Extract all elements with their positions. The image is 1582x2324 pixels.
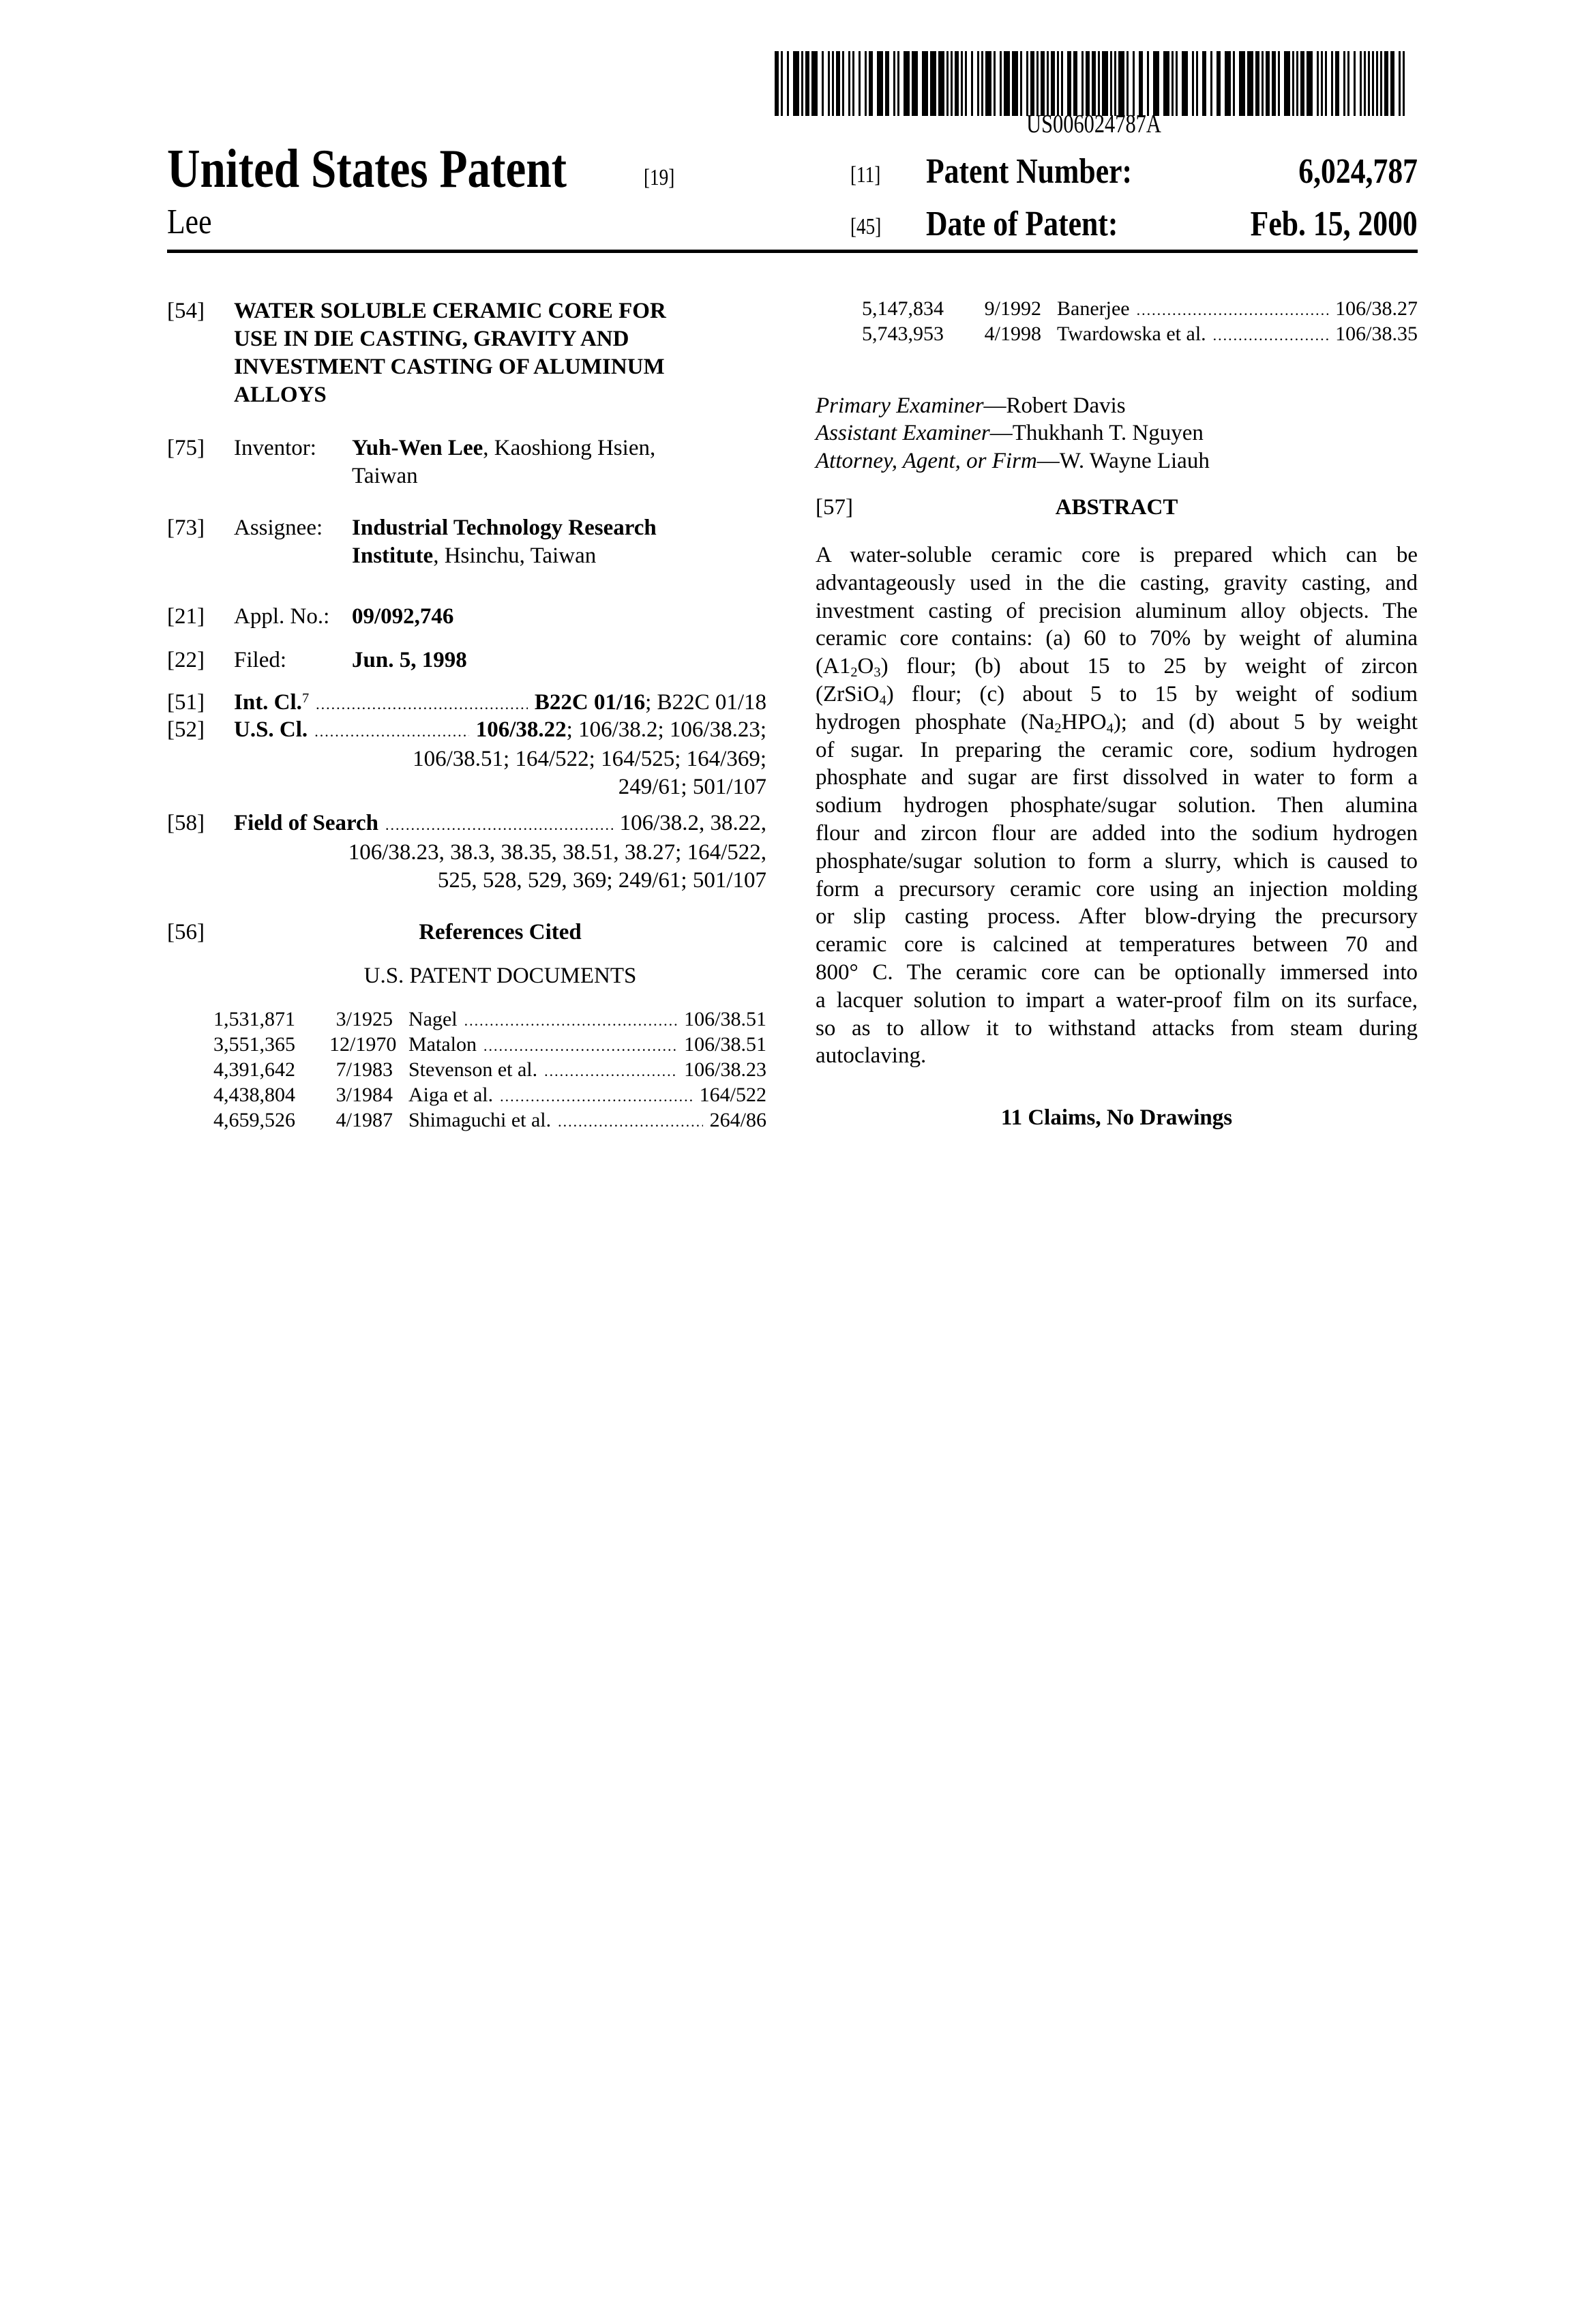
reference-name: Shimaguchi et al. (408, 1107, 551, 1133)
primary-examiner-label: Primary Examiner (816, 393, 984, 418)
barcode-bar (1360, 51, 1362, 116)
us-cl-main: 106/38.22 (476, 717, 567, 742)
barcode-bar (1026, 51, 1028, 116)
int-cl-code: [51] (167, 689, 205, 717)
barcode-bar (1118, 51, 1124, 116)
int-cl-main: B22C 01/16 (535, 690, 645, 715)
barcode-bar (836, 51, 840, 116)
filed-label: Filed: (234, 646, 286, 674)
assistant-examiner (816, 419, 1204, 447)
barcode-bar (1347, 51, 1349, 116)
inventor-label: Inventor: (234, 434, 316, 462)
barcode-bar (885, 51, 889, 116)
barcode-bar (1192, 51, 1194, 116)
abstract-line (816, 959, 1418, 987)
barcode-bar (1233, 51, 1235, 116)
inventor-country: Taiwan (352, 462, 418, 490)
abstract-line (816, 903, 1418, 931)
leader-dots (558, 1107, 703, 1133)
barcode-bar (1126, 51, 1129, 116)
references-heading: References Cited (234, 919, 766, 947)
barcode-bar (775, 51, 779, 116)
us-cl-code: [52] (167, 716, 205, 744)
date-code: [45] (850, 215, 881, 239)
abstract-text: or slip casting process. After blow-drying the precursory (816, 904, 1418, 929)
references-list-right (862, 296, 1418, 346)
barcode-bar (1217, 51, 1221, 116)
barcode-bar (1067, 51, 1071, 116)
attorney-label: Attorney, Agent, or Firm (816, 449, 1037, 473)
barcode-bar (1317, 51, 1319, 116)
title-line: WATER SOLUBLE CERAMIC CORE FOR (234, 297, 773, 325)
barcode-bar (1102, 51, 1108, 116)
assignee-name: Industrial Technology Research (352, 514, 657, 542)
references-code: [56] (167, 919, 205, 947)
barcode-bar (946, 51, 949, 116)
barcode-bar (981, 51, 983, 116)
filed-code: [22] (167, 646, 205, 674)
us-cl-value (476, 716, 766, 745)
appl-label: Appl. No.: (234, 603, 329, 631)
barcode-bar (1147, 51, 1149, 116)
leader-dots (314, 716, 469, 745)
reference-row (213, 1082, 766, 1107)
assignee-value (352, 542, 596, 570)
barcode-bar (848, 51, 850, 116)
abstract-text: 800° C. The ceramic core can be optionally immersed into (816, 960, 1418, 985)
assignee-name-cont: Institute (352, 543, 433, 568)
barcode-bar (1266, 51, 1270, 116)
abstract-text: ceramic core is calcined at temperatures between 70 and (816, 932, 1418, 957)
leader-dots (1137, 296, 1329, 321)
subscript: 3 (874, 665, 880, 680)
barcode-bar (1335, 51, 1339, 116)
barcode-bar (961, 51, 963, 116)
int-cl-label (234, 689, 309, 718)
abstract-line (816, 1042, 1418, 1070)
reference-row (862, 321, 1418, 346)
barcode-bar (1376, 51, 1378, 116)
barcode-bar (805, 51, 809, 116)
abstract-text: phosphate and sugar are first dissolved in water to form a (816, 765, 1418, 790)
assistant-examiner-name: —Thukhanh T. Nguyen (990, 421, 1204, 445)
barcode-bar (1364, 51, 1366, 116)
barcode-bar (1368, 51, 1370, 116)
reference-class: 164/522 (700, 1082, 766, 1107)
reference-row (213, 1107, 766, 1133)
reference-class: 106/38.23 (684, 1057, 766, 1082)
abstract-line (816, 681, 1418, 709)
assignee-location: , Hsinchu, Taiwan (433, 543, 596, 568)
barcode-bar (1047, 51, 1049, 116)
assistant-examiner-label: Assistant Examiner (816, 421, 990, 445)
document-title (167, 142, 567, 196)
abstract-line (816, 1015, 1418, 1043)
invention-title (234, 297, 773, 409)
reference-name: Nagel (408, 1007, 458, 1032)
abstract-line (816, 820, 1418, 848)
barcode-bar (877, 51, 883, 116)
reference-class: 106/38.51 (684, 1032, 766, 1057)
barcode-bar (971, 51, 973, 116)
barcode-bar (1354, 51, 1356, 116)
leader-dots (1213, 321, 1328, 346)
reference-name: Twardowska et al. (1057, 321, 1206, 346)
barcode-bar (904, 51, 910, 116)
us-cl-cont: 106/38.51; 164/522; 164/525; 164/369; (167, 745, 766, 773)
primary-examiner-name: —Robert Davis (984, 393, 1126, 418)
barcode-bar (811, 51, 818, 116)
subscript: 4 (880, 693, 886, 708)
inventor-code: [75] (167, 434, 205, 462)
barcode-bar (1153, 51, 1159, 116)
reference-date: 4/1998 (978, 321, 1041, 346)
reference-row (213, 1007, 766, 1032)
reference-number: 4,659,526 (213, 1107, 329, 1133)
reference-number: 1,531,871 (213, 1007, 329, 1032)
barcode-bar (1239, 51, 1245, 116)
barcode-bar (865, 51, 867, 116)
search-code: [58] (167, 809, 205, 837)
us-cl-field (167, 716, 766, 801)
search-cont: 525, 528, 529, 369; 249/61; 501/107 (167, 867, 766, 895)
references-subheading: U.S. PATENT DOCUMENTS (234, 962, 766, 990)
barcode-bar (1196, 51, 1198, 116)
barcode-bar (1098, 51, 1100, 116)
inventor-field (0, 434, 1582, 490)
date-value: Feb. 15, 2000 (1251, 207, 1418, 242)
abstract-line (816, 541, 1418, 569)
title-line: ALLOYS (234, 381, 773, 409)
abstract-line (816, 876, 1418, 904)
leader-dots (385, 809, 613, 839)
subscript: 4 (1107, 721, 1114, 736)
abstract-line (816, 709, 1418, 736)
barcode-bar (828, 51, 830, 116)
barcode-bar (781, 51, 783, 116)
search-value: 106/38.2, 38.22, (620, 809, 766, 839)
leader-dots (483, 1032, 677, 1057)
leader-dots (316, 689, 528, 718)
barcode-bar (922, 51, 928, 116)
reference-class: 106/38.27 (1335, 296, 1418, 321)
barcode-bar (1307, 51, 1313, 116)
barcode-bar (955, 51, 959, 116)
barcode-bar (897, 51, 899, 116)
appl-code: [21] (167, 603, 205, 631)
abstract-text: form a precursory ceramic core using an injection molding (816, 877, 1418, 902)
barcode-bar (912, 51, 918, 116)
appl-number: 09/092,746 (352, 603, 453, 631)
barcode-bar (801, 51, 803, 116)
barcode-bar (1036, 51, 1039, 116)
barcode-bar (1399, 51, 1401, 116)
int-cl-rest: ; B22C 01/18 (645, 690, 766, 715)
reference-row (213, 1057, 766, 1082)
int-cl-field (167, 689, 766, 718)
abstract-text: sodium hydrogen phosphate/sugar solution. Then alumina (816, 793, 1418, 818)
barcode-bar (1247, 51, 1253, 116)
leader-dots (544, 1057, 677, 1082)
barcode-bar (1020, 51, 1022, 116)
abstract-line (816, 987, 1418, 1015)
barcode-bar (793, 51, 799, 116)
int-cl-edition: 7 (302, 691, 309, 706)
abstract-text: ) flour; (c) about 5 to 15 by weight of sodium (886, 682, 1418, 706)
reference-name: Banerjee (1057, 296, 1130, 321)
leader-dots (500, 1082, 693, 1107)
barcode-bar (893, 51, 895, 116)
barcode-bar (1262, 51, 1264, 116)
abstract-body (816, 541, 1418, 1070)
barcode-bar (1284, 51, 1290, 116)
int-cl-label-text: Int. Cl. (234, 690, 302, 715)
assignee-code: [73] (167, 514, 205, 542)
barcode-bar (985, 51, 991, 116)
abstract-text: O (858, 654, 874, 679)
us-cl-row (234, 716, 766, 745)
reference-date: 12/1970 (329, 1032, 393, 1057)
reference-number: 3,551,365 (213, 1032, 329, 1057)
barcode-bar (859, 51, 861, 116)
barcode-bar (1081, 51, 1084, 116)
barcode-bar (822, 51, 824, 116)
barcode-bar (1384, 51, 1388, 116)
reference-class: 106/38.35 (1335, 321, 1418, 346)
abstract-text: (A1 (816, 654, 850, 679)
abstract-heading: ABSTRACT (816, 494, 1418, 522)
abstract-line (816, 625, 1418, 653)
reference-number: 4,391,642 (213, 1057, 329, 1082)
abstract-text: ) flour; (b) about 15 to 25 by weight of zircon (881, 654, 1418, 679)
title-line: USE IN DIE CASTING, GRAVITY AND (234, 325, 773, 353)
references-list-left (213, 1007, 766, 1133)
primary-examiner (816, 392, 1126, 420)
abstract-text: phosphate/sugar solution to form a slurry, which is caused to (816, 849, 1418, 874)
attorney (816, 447, 1210, 475)
date-label: Date of Patent: (926, 207, 1118, 242)
barcode-bar (951, 51, 953, 116)
barcode-bar (1278, 51, 1280, 116)
patent-number-code: [11] (850, 164, 880, 187)
barcode-bar (1202, 51, 1206, 116)
reference-date: 4/1987 (329, 1107, 393, 1133)
inventor-value (352, 434, 655, 462)
abstract-line (816, 764, 1418, 792)
abstract-text: ); and (d) about 5 by weight (1114, 710, 1418, 734)
barcode-bar (1176, 51, 1178, 116)
barcode-bar (832, 51, 834, 116)
leader-dots (464, 1007, 678, 1032)
claims-summary: 11 Claims, No Drawings (816, 1104, 1418, 1132)
us-cl-rest: ; 106/38.2; 106/38.23; (567, 717, 766, 742)
subscript: 2 (850, 665, 857, 680)
header-divider (167, 250, 1418, 253)
abstract-code: [57] (816, 494, 853, 522)
barcode-bar (1092, 51, 1096, 116)
barcode-bar (1272, 51, 1276, 116)
barcode-bar (1210, 51, 1212, 116)
barcode-bar (977, 51, 979, 116)
barcode-bar (965, 51, 967, 116)
barcode-bar (1139, 51, 1143, 116)
barcode-bar (1133, 51, 1135, 116)
int-cl-row (234, 689, 766, 718)
barcode-bar (1292, 51, 1294, 116)
barcode-bar (1114, 51, 1116, 116)
barcode-bar (1343, 51, 1345, 116)
reference-date: 3/1984 (329, 1082, 393, 1107)
abstract-text: HPO (1062, 710, 1107, 734)
barcode-bar (1041, 51, 1045, 116)
title-section-code: [54] (167, 297, 205, 325)
abstract-text: A water-soluble ceramic core is prepared which can be (816, 543, 1418, 567)
inventor-name: Yuh-Wen Lee (352, 436, 483, 460)
barcode-bar (1030, 51, 1034, 116)
filed-date: Jun. 5, 1998 (352, 646, 467, 674)
reference-name: Stevenson et al. (408, 1057, 537, 1082)
barcode-bar (1331, 51, 1333, 116)
barcode-bar (1390, 51, 1394, 116)
barcode-bar (1255, 51, 1259, 116)
abstract-text: a lacquer solution to impart a water-proof film on its surface, (816, 988, 1418, 1013)
barcode-bar (852, 51, 854, 116)
barcode-bar (842, 51, 844, 116)
abstract-text: ceramic core contains: (a) 60 to 70% by weight of alumina (816, 626, 1418, 651)
us-cl-cont: 249/61; 501/107 (167, 773, 766, 801)
abstract-text: investment casting of precision aluminum alloy objects. The (816, 599, 1418, 623)
barcode-bar (1182, 51, 1188, 116)
reference-row (862, 296, 1418, 321)
barcode-bar (1372, 51, 1374, 116)
patent-number-value: 6,024,787 (1298, 154, 1418, 190)
abstract-text: autoclaving. (816, 1043, 926, 1068)
abstract-line (816, 792, 1418, 820)
int-cl-value (535, 689, 766, 718)
barcode-bar (1057, 51, 1059, 116)
reference-name: Aiga et al. (408, 1082, 493, 1107)
reference-date: 7/1983 (329, 1057, 393, 1082)
title-code: [19] (644, 166, 674, 190)
abstract-text: advantageously used in the die casting, gravity casting, and (816, 571, 1418, 595)
barcode-bar (1300, 51, 1304, 116)
abstract-text: flour and zircon flour are added into the sodium hydrogen (816, 821, 1418, 846)
date-of-patent (1009, 207, 1418, 242)
abstract-text: of sugar. In preparing the ceramic core, sodium hydrogen (816, 738, 1418, 762)
barcode-bar (1296, 51, 1298, 116)
field-of-search (167, 809, 766, 895)
barcode-bar (930, 51, 936, 116)
abstract-line (816, 736, 1418, 764)
barcode-bar (1086, 51, 1090, 116)
abstract-text: (ZrSiO (816, 682, 880, 706)
abstract-text: hydrogen phosphate (Na (816, 710, 1054, 734)
reference-class: 264/86 (710, 1107, 766, 1133)
barcode-bar (1073, 51, 1077, 116)
reference-number: 5,743,953 (862, 321, 978, 346)
abstract-line (816, 848, 1418, 876)
abstract-line (816, 569, 1418, 597)
abstract-line (816, 931, 1418, 959)
subscript: 2 (1054, 721, 1061, 736)
reference-date: 3/1925 (329, 1007, 393, 1032)
barcode-bar (869, 51, 873, 116)
abstract-line (816, 597, 1418, 625)
title-line: INVESTMENT CASTING OF ALUMINUM (234, 353, 773, 381)
assignee-label: Assignee: (234, 514, 323, 542)
barcode-bar (1171, 51, 1174, 116)
barcode-bar (1321, 51, 1323, 116)
reference-name: Matalon (408, 1032, 477, 1057)
reference-number: 4,438,804 (213, 1082, 329, 1107)
us-cl-label: U.S. Cl. (234, 716, 308, 745)
patent-number (1009, 154, 1418, 190)
search-cont: 106/38.23, 38.3, 38.35, 38.51, 38.27; 164/522, (167, 839, 766, 867)
patent-number-label: Patent Number: (926, 154, 1132, 190)
reference-row (213, 1032, 766, 1057)
abstract-line (816, 653, 1418, 681)
search-row (234, 809, 766, 839)
barcode-bar (787, 51, 789, 116)
barcode-number: US006024787A (839, 109, 1349, 139)
barcode-bar (1004, 51, 1010, 116)
barcode-bar (1325, 51, 1327, 116)
barcode-bar (938, 51, 944, 116)
inventor-location: , Kaoshiong Hsien, (483, 436, 655, 460)
barcode-bar (1061, 51, 1063, 116)
search-label: Field of Search (234, 809, 378, 839)
attorney-name: —W. Wayne Liauh (1037, 449, 1210, 473)
reference-number: 5,147,834 (862, 296, 978, 321)
barcode-bar (1163, 51, 1169, 116)
barcode-bar (1403, 51, 1405, 116)
reference-date: 9/1992 (978, 296, 1041, 321)
barcode-bar (1012, 51, 1018, 116)
barcode-bar (1051, 51, 1055, 116)
barcode-bar (994, 51, 996, 116)
title-text: United States Patent (167, 139, 567, 199)
reference-class: 106/38.51 (684, 1007, 766, 1032)
barcode-bar (1000, 51, 1002, 116)
barcode-bar (1225, 51, 1231, 116)
inventor-surname: Lee (167, 205, 211, 240)
abstract-text: so as to allow it to withstand attacks from steam during (816, 1016, 1418, 1041)
barcode-bar (1110, 51, 1112, 116)
barcode-bar (1380, 51, 1382, 116)
barcode (775, 51, 1413, 116)
